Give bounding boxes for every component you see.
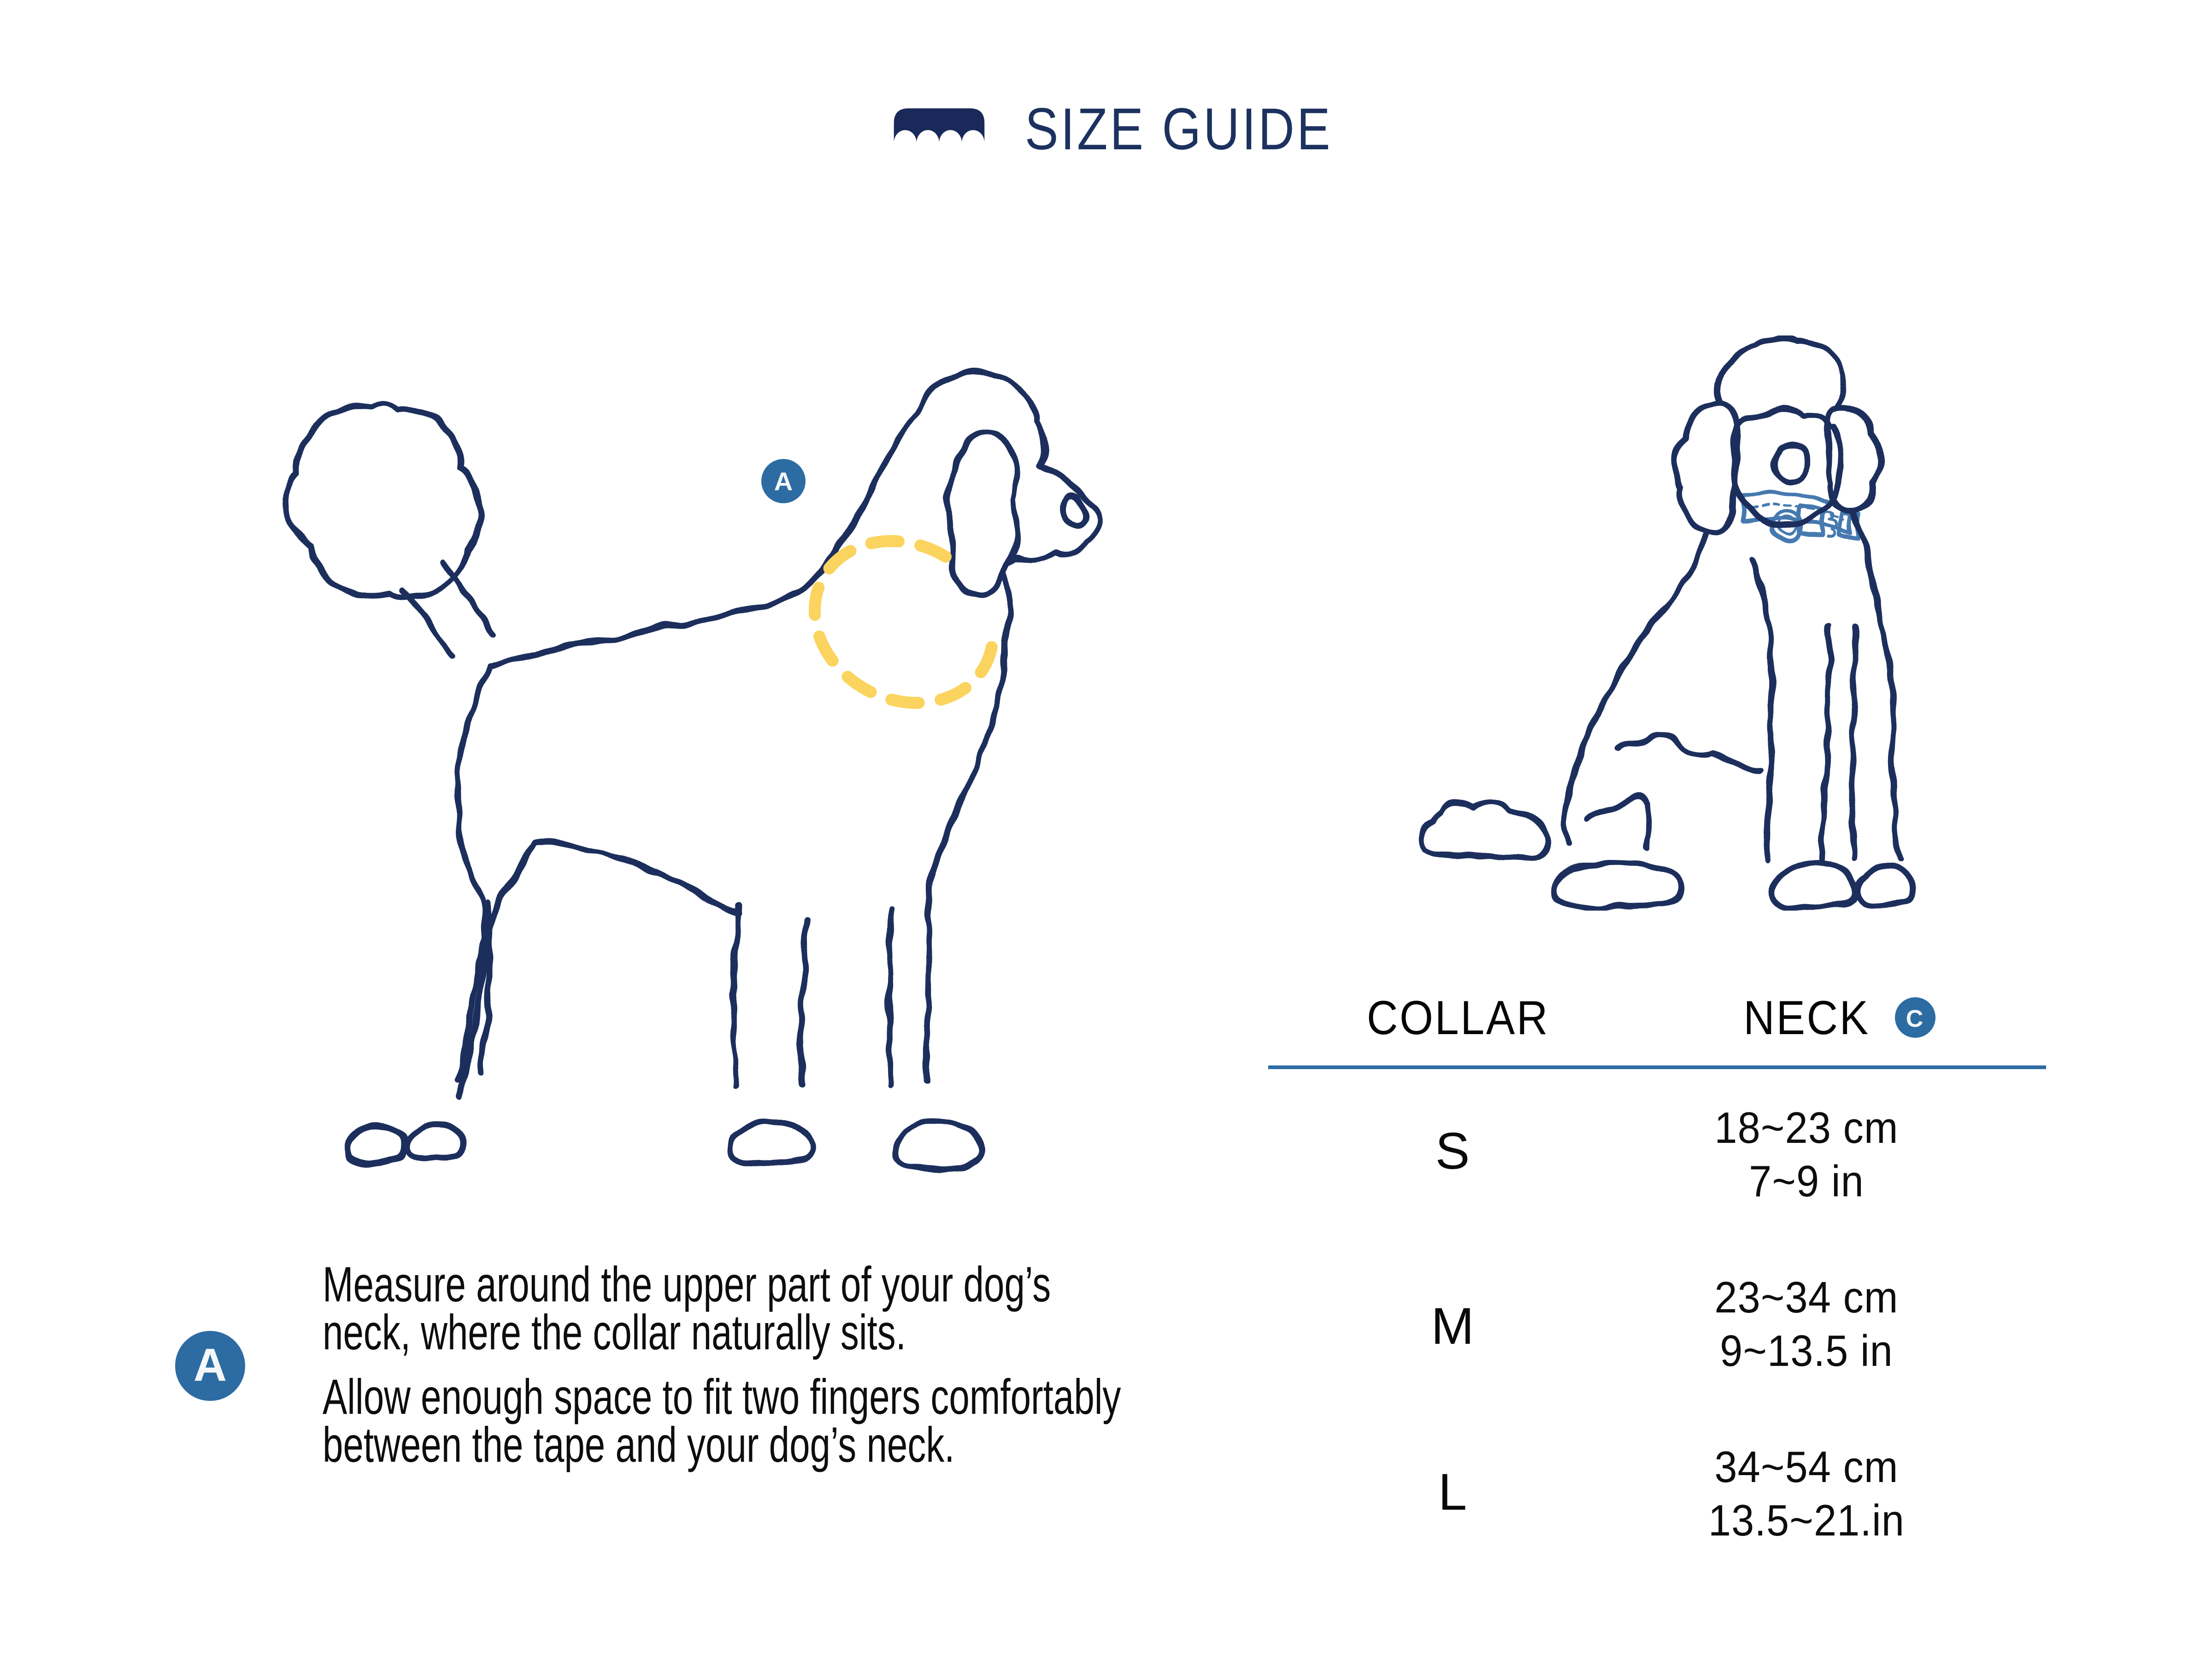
neck-range-s: 18~23 cm 7~9 in xyxy=(1714,1104,1899,1207)
neck-range-l: 34~54 cm 13.5~21.in xyxy=(1708,1443,1905,1547)
standing-poodle-side-outline xyxy=(273,356,1124,1182)
tail-pom xyxy=(1420,803,1548,857)
awning-logo-icon xyxy=(887,103,992,173)
hind-foot-far xyxy=(408,1124,463,1159)
nose xyxy=(1774,447,1807,481)
page-title: SIZE GUIDE xyxy=(1025,96,1333,162)
front-foot-near xyxy=(894,1120,982,1169)
ear-left xyxy=(1675,405,1737,532)
front-foot-right xyxy=(1857,866,1913,906)
front-foot-left xyxy=(1770,862,1856,908)
instruction-paragraph-2: Allow enough space to fit two fingers comfortably between the tape and your dog’s neck. xyxy=(323,1370,1121,1473)
neck-range-m: 23~34 cm 9~13.5 in xyxy=(1714,1274,1899,1377)
size-l: L xyxy=(1438,1464,1467,1521)
neck-point-badge-a: A xyxy=(761,459,806,503)
size-m: M xyxy=(1431,1298,1474,1355)
tail-pom xyxy=(287,404,479,597)
front-foot-far xyxy=(729,1122,812,1164)
ear xyxy=(947,431,1017,594)
table-divider xyxy=(1268,1065,2046,1069)
sitting-poodle-with-collar-outline xyxy=(1410,335,2022,911)
column-header-neck-label: NECK xyxy=(1744,989,1871,1044)
size-s: S xyxy=(1435,1123,1470,1180)
neck-point-badge-c: C xyxy=(1894,997,1935,1038)
instruction-badge-a: A xyxy=(175,1331,245,1401)
column-header-neck xyxy=(1633,990,2039,1045)
hind-foot-near xyxy=(346,1126,406,1164)
instruction-paragraph-1: Measure around the upper part of your dog’s neck, where the collar naturally sits. xyxy=(323,1257,1051,1360)
hind-foot xyxy=(1552,862,1682,907)
column-header-collar: COLLAR xyxy=(1366,989,1550,1044)
